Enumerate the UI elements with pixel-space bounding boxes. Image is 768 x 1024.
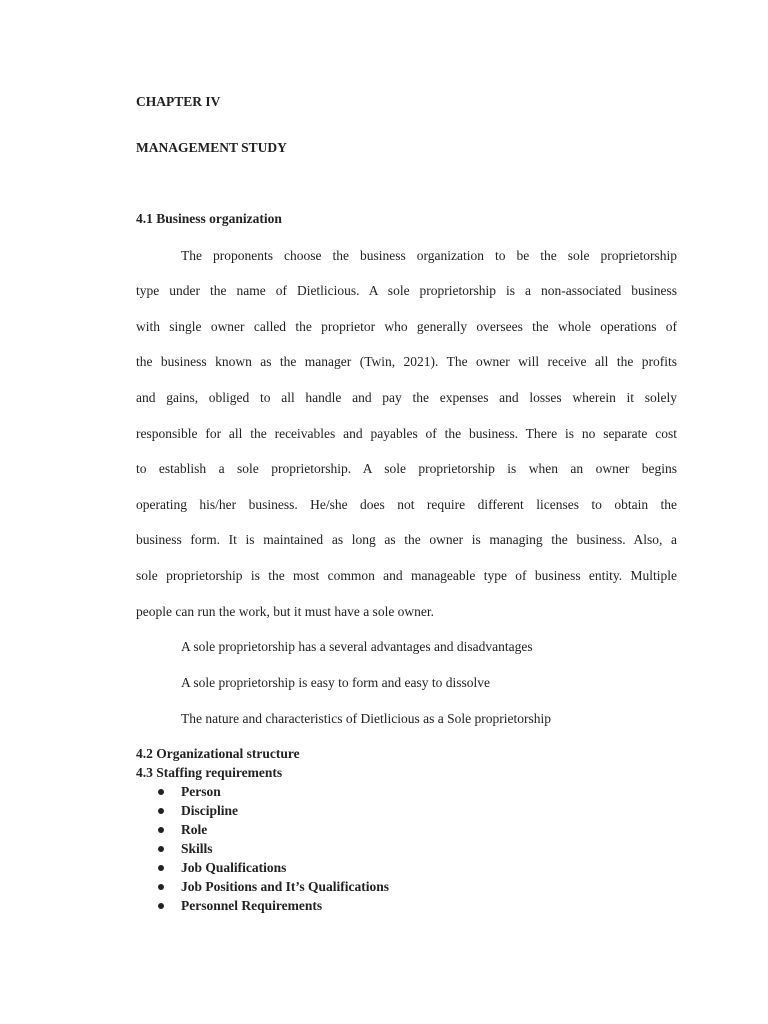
- paragraph-line: The proponents choose the business organization to be the sole proprietorship: [181, 248, 677, 263]
- bullet-icon: [158, 827, 164, 833]
- list-item: [136, 877, 389, 896]
- note-line: A sole proprietorship has a several advantages and disadvantages: [181, 639, 533, 654]
- list-item-label: Personnel Requirements: [181, 898, 323, 913]
- list-item: [136, 896, 389, 915]
- section-heading-4-3: 4.3 Staffing requirements: [136, 765, 283, 780]
- note-line: The nature and characteristics of Dietlicious as a Sole proprietorship: [181, 711, 551, 726]
- bullet-icon: [158, 789, 164, 795]
- staffing-requirements-list: [136, 782, 389, 915]
- paragraph-line: with single owner called the proprietor who generally oversees the whole operations of: [136, 319, 677, 334]
- chapter-title: MANAGEMENT STUDY: [136, 140, 287, 155]
- paragraph-line: the business known as the manager (Twin, 2021). The owner will receive all the profits: [136, 354, 677, 369]
- paragraph-line: responsible for all the receivables and payables of the business. There is no separate cost: [136, 426, 677, 441]
- list-item-label: Skills: [181, 841, 213, 856]
- bullet-icon: [158, 865, 164, 871]
- list-item: [136, 858, 389, 877]
- paragraph-line: to establish a sole proprietorship. A sole proprietorship is when an owner begins: [136, 461, 677, 476]
- chapter-label: CHAPTER IV: [136, 94, 221, 109]
- paragraph-line: and gains, obliged to all handle and pay the expenses and losses wherein it solely: [136, 390, 677, 405]
- list-item: [136, 839, 389, 858]
- bullet-icon: [158, 903, 164, 909]
- list-item: [136, 820, 389, 839]
- bullet-icon: [158, 884, 164, 890]
- list-item-label: Discipline: [181, 803, 239, 818]
- list-item-label: Job Positions and It’s Qualifications: [181, 879, 390, 894]
- paragraph-line: people can run the work, but it must have a sole owner.: [136, 604, 435, 619]
- bullet-icon: [158, 808, 164, 814]
- paragraph-line: operating his/her business. He/she does not require different licenses to obtain the: [136, 497, 677, 512]
- section-heading-4-2: 4.2 Organizational structure: [136, 746, 300, 761]
- list-item-label: Person: [181, 784, 221, 799]
- paragraph-line: type under the name of Dietlicious. A sole proprietorship is a non-associated business: [136, 283, 677, 298]
- paragraph-line: business form. It is maintained as long as the owner is managing the business. Also, a: [136, 532, 677, 547]
- list-item: [136, 782, 389, 801]
- bullet-icon: [158, 846, 164, 852]
- section-heading-4-1: 4.1 Business organization: [136, 211, 282, 226]
- note-line: A sole proprietorship is easy to form and easy to dissolve: [181, 675, 490, 690]
- paragraph-line: sole proprietorship is the most common and manageable type of business entity. Multiple: [136, 568, 677, 583]
- list-item-label: Role: [181, 822, 208, 837]
- list-item: [136, 801, 389, 820]
- list-item-label: Job Qualifications: [181, 860, 287, 875]
